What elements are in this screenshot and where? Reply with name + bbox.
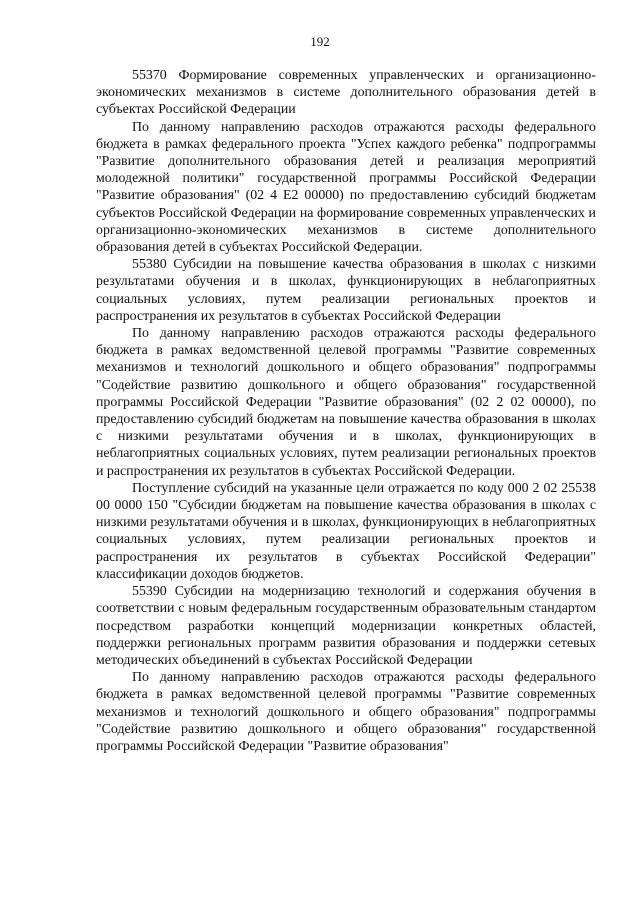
document-body [96, 67, 596, 755]
section-heading-55370: 55370 Формирование современных управленческих и организационно-экономических механизмов в системе дополнительного образования детей в субъектах Российской Федерации [96, 68, 596, 118]
paragraph-55380-revenue-code: Поступление субсидий на указанные цели отражается по коду 000 2 02 25538 00 0000 150 "Субсидии бюджетам на повышение качества образования в школах с низкими результатами обучения и в школах, функционирующих в неблагоприятных социальных условиях, путем реализации региональных проектов и распространения их результатов в субъектах Российской Федерации" классификации доходов бюджетов. [96, 480, 596, 582]
page-number: 192 [310, 34, 330, 49]
section-heading-55390: 55390 Субсидии на модернизацию технологий и содержания обучения в соответствии с новым федеральным государственным образовательным стандартом посредством разработки концепций модернизации конкретных областей, поддержки региональных программ развития образования и поддержки сетевых методических объединений в субъектах Российской Федерации [96, 584, 596, 668]
section-heading-55380: 55380 Субсидии на повышение качества образования в школах с низкими результатами обучения и в школах, функционирующих в неблагоприятных социальных условиях, путем реализации региональных проектов и распространения их результатов в субъектах Российской Федерации [96, 257, 596, 324]
paragraph-55380-description: По данному направлению расходов отражаются расходы федерального бюджета в рамках ведомственной целевой программы "Развитие современных механизмов и технологий дошкольного и общего образования" подпрограммы "Содействие развитию дошкольного и общего образования" государственной программы Российской Федерации "Развитие образования" (02 2 02 00000), по предоставлению субсидий бюджетам на повышение качества образования в школах с низкими результатами обучения и в школах, функционирующих в неблагоприятных социальных условиях, путем реализации региональных проектов и распространения их результатов в субъектах Российской Федерации. [96, 326, 596, 479]
paragraph-55370-description: По данному направлению расходов отражаются расходы федерального бюджета в рамках федерального проекта "Успех каждого ребенка" подпрограммы "Развитие дополнительного образования детей и реализация мероприятий молодежной политики" государственной программы Российской Федерации "Развитие образования" (02 4 Е2 00000) по предоставлению субсидий бюджетам субъектов Российской Федерации на формирование современных управленческих и организационно-экономических механизмов в системе дополнительного образования детей в субъектах Российской Федерации. [96, 119, 596, 256]
paragraph-55390-description: По данному направлению расходов отражаются расходы федерального бюджета в рамках ведомственной целевой программы "Развитие современных механизмов и технологий дошкольного и общего образования" подпрограммы "Содействие развитию дошкольного и общего образования" государственной программы Российской Федерации "Развитие образования" [96, 670, 596, 754]
